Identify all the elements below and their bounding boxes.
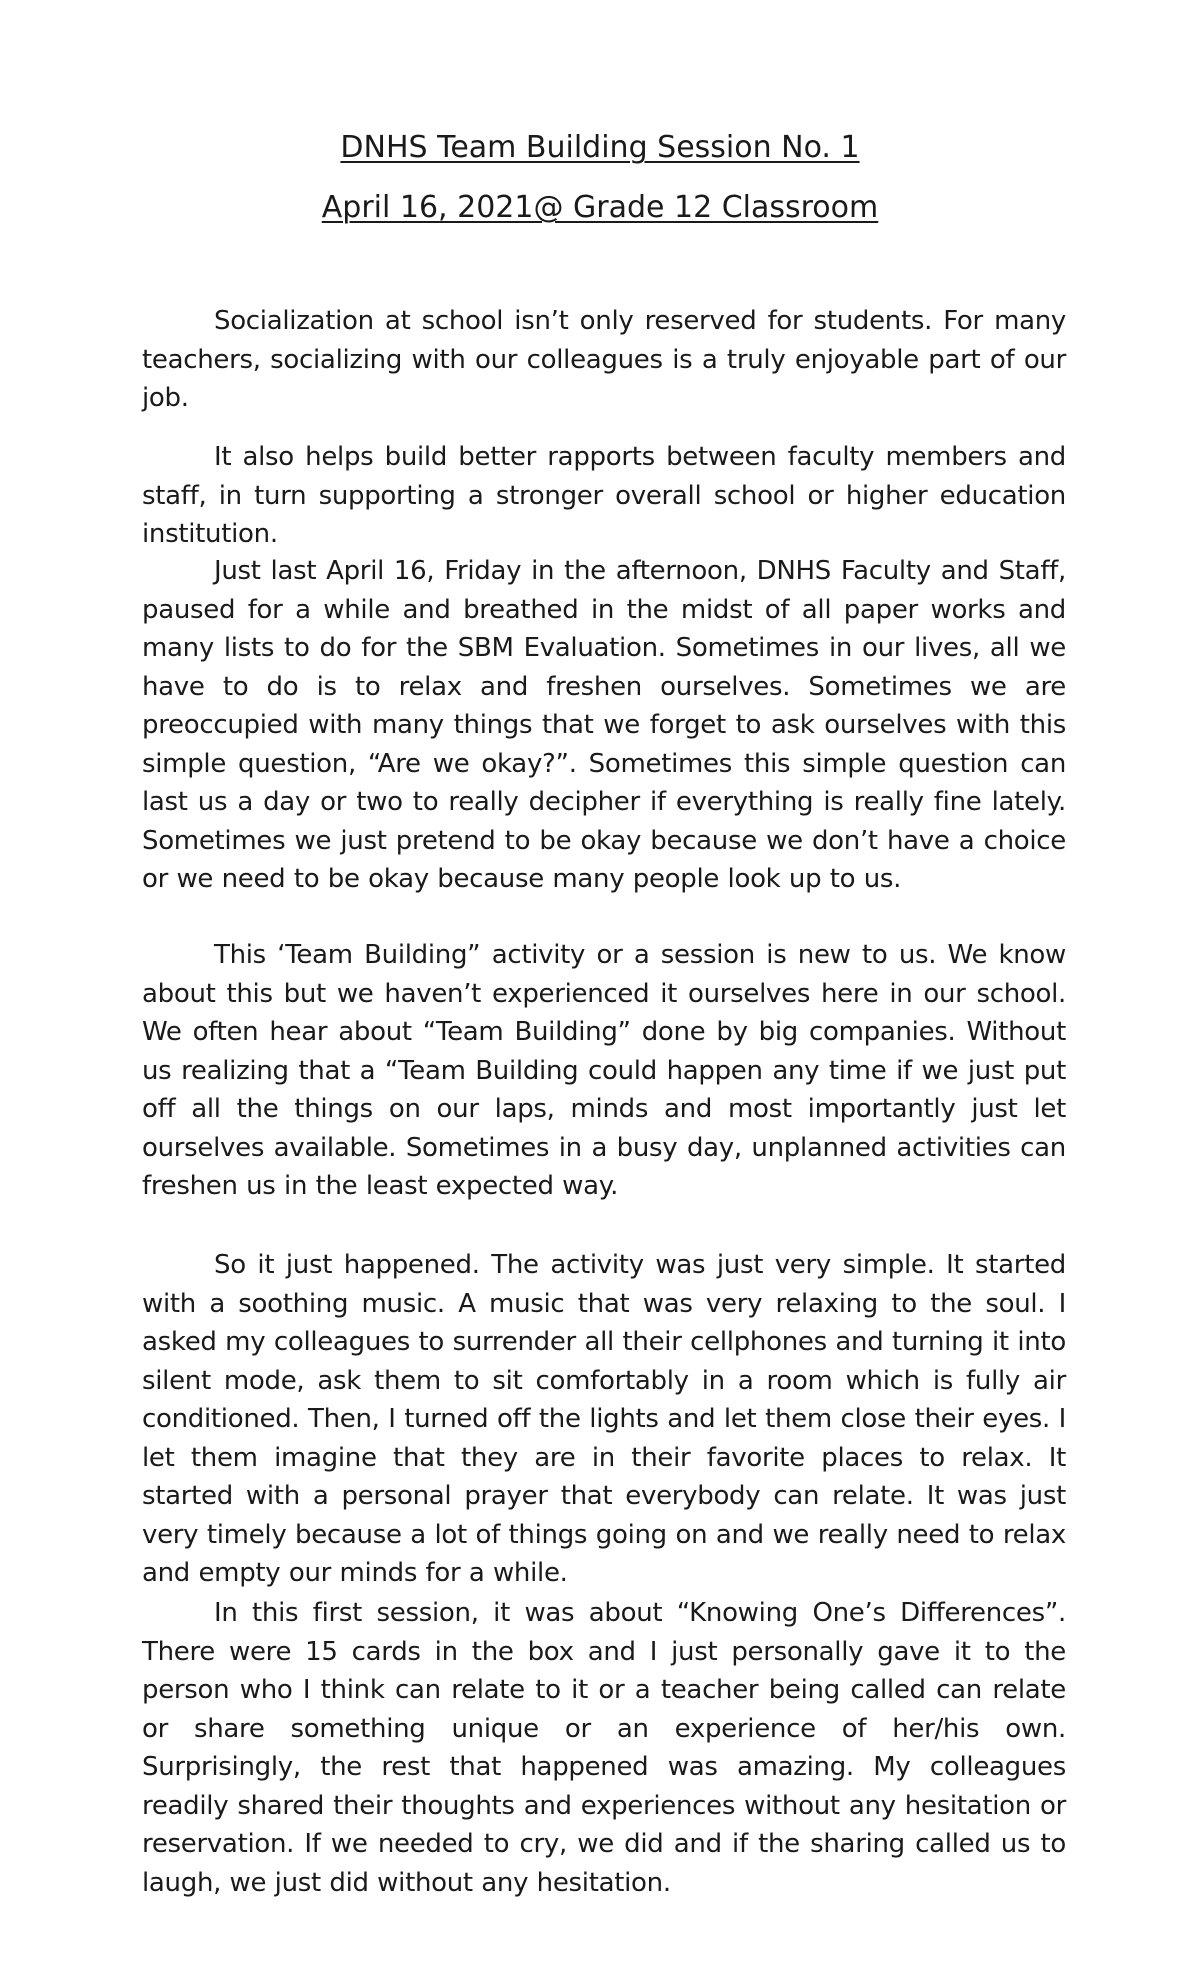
document-subtitle (0, 188, 1200, 228)
document-title (0, 128, 1200, 168)
title-line-2: April 16, 2021@ Grade 12 Classroom (321, 190, 879, 225)
paragraph-5: So it just happened. The activity was just very simple. It started with a soothing music. A music that was very relaxing to the soul. I asked my colleagues to surrender all their cellphones and turning it into silent mode, ask them to sit comfortably in a room which is fully air conditioned. Then, I turned off the lights and let them close their eyes. I let them imagine that they are in their favorite places to relax. It started with a personal prayer that everybody can relate. It was just very timely because a lot of things going on and we really need to relax and empty our minds for a while. (142, 1250, 1066, 1588)
paragraph-2: It also helps build better rapports between faculty members and staff, in turn supporting a stronger overall school or higher education institution. (142, 442, 1066, 549)
paragraph-4: This ‘Team Building” activity or a session is new to us. We know about this but we haven’t experienced it ourselves here in our school. We often hear about “Team Building” done by big companies. Without us realizing that a “Team Building could happen any time if we just put off all the things on our laps, minds and most importantly just let ourselves available. Sometimes in a busy day, unplanned activities can freshen us in the least expected way. (142, 940, 1066, 1201)
paragraph-1: Socialization at school isn’t only reserved for students. For many teachers, socializing with our colleagues is a truly enjoyable part of our job. (142, 306, 1066, 413)
paragraph-3: Just last April 16, Friday in the afternoon, DNHS Faculty and Staff, paused for a while and breathed in the midst of all paper works and many lists to do for the SBM Evaluation. Sometimes in our lives, all we have to do is to relax and freshen ourselves. Sometimes we are preoccupied with many things that we forget to ask ourselves with this simple question, “Are we okay?”. Sometimes this simple question can last us a day or two to really decipher if everything is really fine lately. Sometimes we just pretend to be okay because we don’t have a choice or we need to be okay because many people look up to us. (142, 556, 1066, 894)
paragraph-6: In this first session, it was about “Knowing One’s Differences”. There were 15 cards in the box and I just personally gave it to the person who I think can relate to it or a teacher being called can relate or share something unique or an experience of her/his own. Surprisingly, the rest that happened was amazing. My colleagues readily shared their thoughts and experiences without any hesitation or reservation. If we needed to cry, we did and if the sharing called us to laugh, we just did without any hesitation. (142, 1598, 1066, 1898)
title-line-1: DNHS Team Building Session No. 1 (340, 130, 860, 165)
